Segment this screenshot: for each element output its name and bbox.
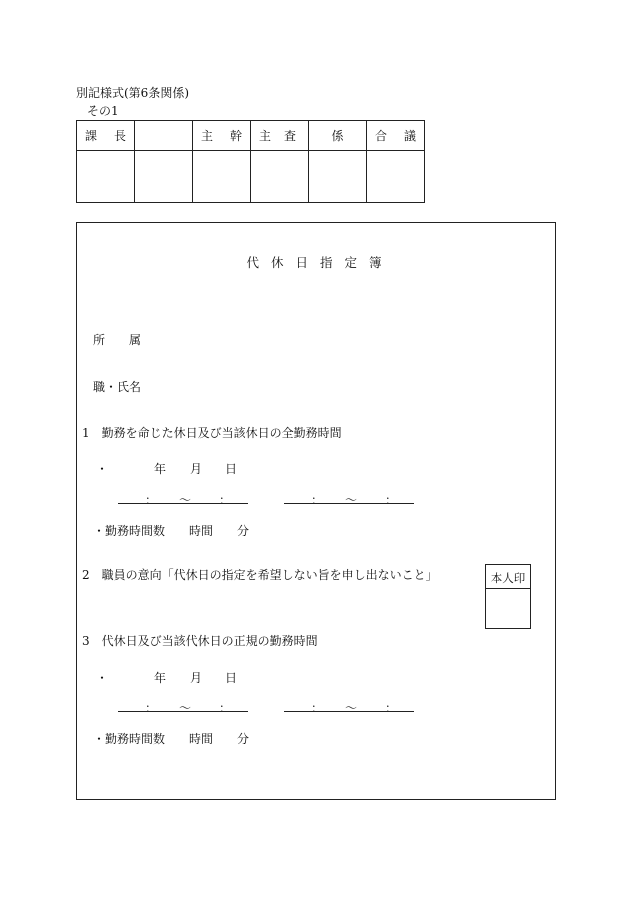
month-label: 月 [190, 462, 203, 476]
position-name-label: 職・氏名 [93, 380, 142, 394]
time-range-2-text: ： 〜 ： [311, 701, 406, 715]
date-bullet: ・ [96, 462, 109, 476]
date-bullet: ・ [96, 671, 109, 685]
time-range-2-text: ： 〜 ： [311, 493, 406, 507]
approval-col-senior: 主 査 [251, 121, 309, 151]
approval-col-section-chief: 課 長 [77, 121, 135, 151]
time-range-1 [145, 491, 239, 508]
seal-label: 本人印 [490, 571, 526, 585]
stamp-cell[interactable] [135, 151, 193, 203]
time-range-2 [311, 699, 405, 716]
section2-heading: 2 職員の意向「代休日の指定を希望しない旨を申し出ないこと」 [82, 568, 438, 582]
month-label: 月 [190, 671, 203, 685]
time-range-2 [311, 491, 405, 508]
time-range-1-text: ： 〜 ： [145, 493, 240, 507]
section1-heading: 1 勤務を命じた休日及び当該休日の全勤務時間 [82, 426, 342, 440]
approval-table [76, 120, 425, 203]
approval-col-staff: 係 [309, 121, 367, 151]
approval-col-blank [135, 121, 193, 151]
time-range-1-line[interactable] [118, 503, 248, 504]
stamp-cell[interactable] [309, 151, 367, 203]
day-label: 日 [225, 671, 238, 685]
approval-col-chief: 主 幹 [193, 121, 251, 151]
time-range-1-text: ： 〜 ： [145, 701, 240, 715]
personal-seal-box[interactable] [485, 564, 531, 629]
form-sub-number: その1 [87, 104, 119, 118]
time-range-2-line[interactable] [284, 503, 414, 504]
stamp-cell[interactable] [367, 151, 425, 203]
stamp-cell[interactable] [77, 151, 135, 203]
approval-col-consultation: 合 議 [367, 121, 425, 151]
seal-divider [486, 588, 530, 589]
affiliation-label: 所 属 [93, 333, 142, 347]
day-label: 日 [225, 462, 238, 476]
work-hours-line: ・勤務時間数 時間 分 [93, 732, 250, 746]
stamp-cell[interactable] [193, 151, 251, 203]
section3-heading: 3 代休日及び当該代休日の正規の勤務時間 [82, 634, 318, 648]
form-reference: 別記様式(第6条関係) [76, 86, 189, 100]
stamp-cell[interactable] [251, 151, 309, 203]
time-range-1 [145, 699, 239, 716]
year-label: 年 [154, 671, 167, 685]
work-hours-line: ・勤務時間数 時間 分 [93, 524, 250, 538]
form-title: 代休日指定簿 [246, 255, 394, 270]
time-range-1-line[interactable] [118, 711, 248, 712]
year-label: 年 [154, 462, 167, 476]
time-range-2-line[interactable] [284, 711, 414, 712]
